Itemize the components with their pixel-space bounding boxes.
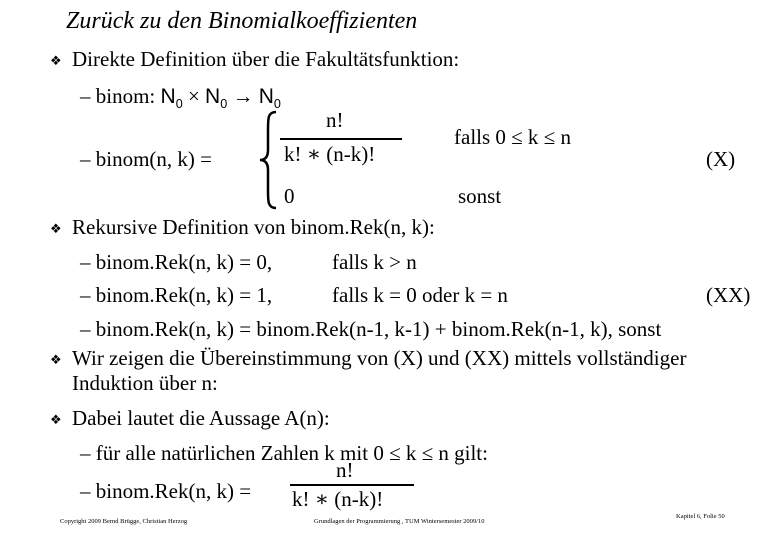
- statement-denominator: k! ∗ (n-k)!: [292, 487, 384, 511]
- footer-course: Grundlagen der Programmierung , TUM Wintersemester 2009/10: [314, 518, 485, 525]
- case-zero: 0: [284, 184, 295, 208]
- footer-copyright: Copyright 2009 Bernd Brügge, Christian Herzog: [60, 518, 188, 525]
- bullet-icon: ❖: [50, 54, 62, 69]
- bullet-icon: ❖: [50, 222, 62, 237]
- footer-slide-number: Kapitel 6, Folie 50: [676, 513, 725, 520]
- bullet-icon: ❖: [50, 413, 62, 428]
- bullet-statement: Dabei lautet die Aussage A(n):: [72, 406, 330, 430]
- rule-recursive: – binom.Rek(n, k) = binom.Rek(n-1, k-1) + binom.Rek(n-1, k), sonst: [80, 317, 662, 341]
- rule-one-left: – binom.Rek(n, k) = 1,: [80, 283, 273, 307]
- binom-lhs: – binom(n, k) =: [80, 147, 212, 171]
- equation-tag-xx: (XX): [706, 283, 751, 307]
- statement-quantifier: – für alle natürlichen Zahlen k mit 0 ≤ k ≤ n gilt:: [80, 441, 488, 465]
- fraction-bar: [280, 138, 402, 140]
- bullet-show-equivalence-cont: Induktion über n:: [72, 371, 218, 395]
- rule-zero-condition: falls k > n: [332, 250, 417, 274]
- rule-one-condition: falls k = 0 oder k = n: [332, 283, 508, 307]
- statement-lhs: – binom.Rek(n, k) =: [80, 479, 252, 503]
- bullet-recursive-definition: Rekursive Definition von binom.Rek(n, k):: [72, 215, 435, 239]
- bullet-show-equivalence: Wir zeigen die Übereinstimmung von (X) und (XX) mittels vollständiger: [72, 346, 687, 370]
- condition-range: falls 0 ≤ k ≤ n: [454, 125, 571, 149]
- binom-signature: – binom: $N_0 \times N_0 \to N_0$: [80, 84, 281, 112]
- fraction-denominator: k! ∗ (n-k)!: [284, 142, 376, 166]
- slide-title: Zurück zu den Binomialkoeffizienten: [66, 8, 418, 34]
- rule-zero-left: – binom.Rek(n, k) = 0,: [80, 250, 273, 274]
- bullet-direct-definition: Direkte Definition über die Fakultätsfunktion:: [72, 47, 460, 71]
- left-brace-icon: [258, 110, 280, 210]
- bullet-icon: ❖: [50, 353, 62, 368]
- statement-fraction-bar: [290, 484, 414, 486]
- statement-numerator: n!: [336, 458, 354, 482]
- case-otherwise: sonst: [458, 184, 502, 208]
- equation-tag-x: (X): [706, 147, 736, 171]
- fraction-numerator: n!: [326, 108, 344, 132]
